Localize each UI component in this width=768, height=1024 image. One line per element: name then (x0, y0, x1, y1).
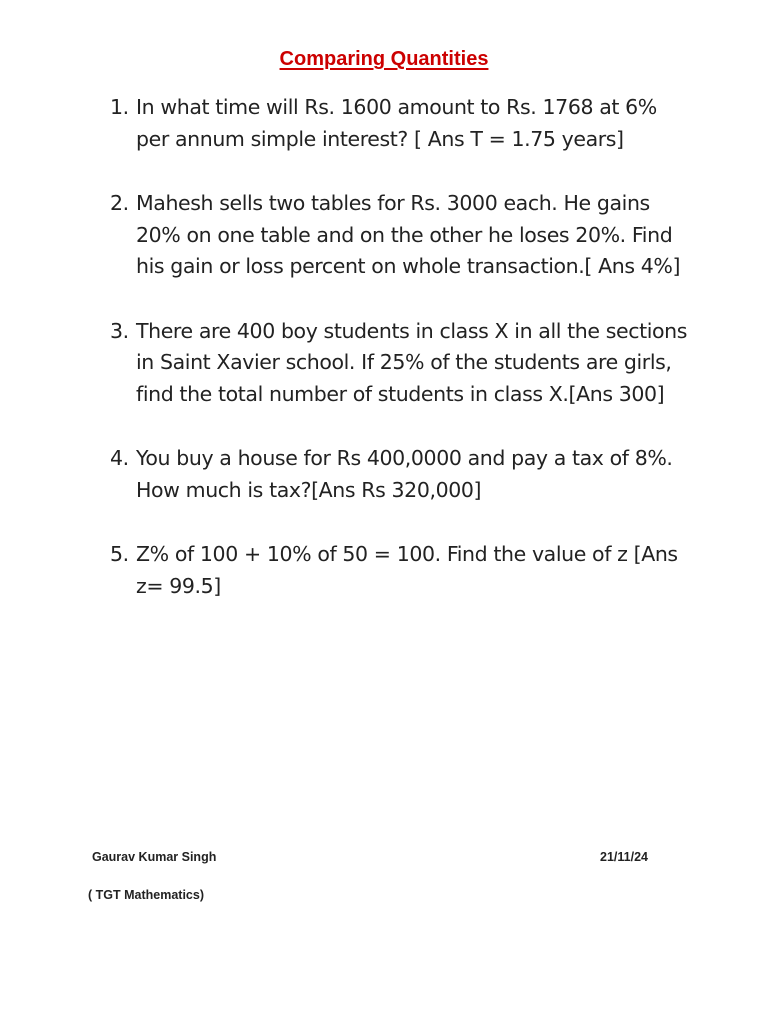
page-title: Comparing Quantities (279, 48, 489, 70)
question-item (110, 188, 690, 283)
footer-author: Gaurav Kumar Singh (92, 850, 217, 864)
question-text: Z% of 100 + 10% of 50 = 100. Find the value of z [Ans z= 99.5] (136, 542, 678, 598)
question-number: 3. (110, 318, 129, 343)
question-number: 4. (110, 446, 129, 470)
question-text: You buy a house for Rs 400,0000 and pay a tax of 8%. How much is tax?[Ans Rs 320,000] (136, 446, 673, 502)
question-list (110, 92, 690, 602)
question-number: 1. (110, 95, 129, 119)
footer-role: ( TGT Mathematics) (88, 888, 204, 902)
question-item (110, 316, 690, 411)
footer-date: 21/11/24 (600, 850, 648, 864)
question-text: Mahesh sells two tables for Rs. 3000 each. He gains 20% on one table and on the other he loses 20%. Find his gain or loss percent on whole transaction.[ Ans 4%] (136, 191, 681, 278)
question-number: 5. (110, 542, 129, 566)
question-text: There are 400 boy students in class X in all the sections in Saint Xavier school. If 25% of the students are girls, find the total number of students in class X.[Ans 300] (136, 318, 688, 406)
question-item (110, 539, 690, 602)
question-text: In what time will Rs. 1600 amount to Rs. 1768 at 6% per annum simple interest? [ Ans T = 1.75 years] (136, 95, 657, 151)
question-number: 2. (110, 191, 129, 215)
question-item (110, 92, 690, 155)
question-item (110, 443, 690, 506)
